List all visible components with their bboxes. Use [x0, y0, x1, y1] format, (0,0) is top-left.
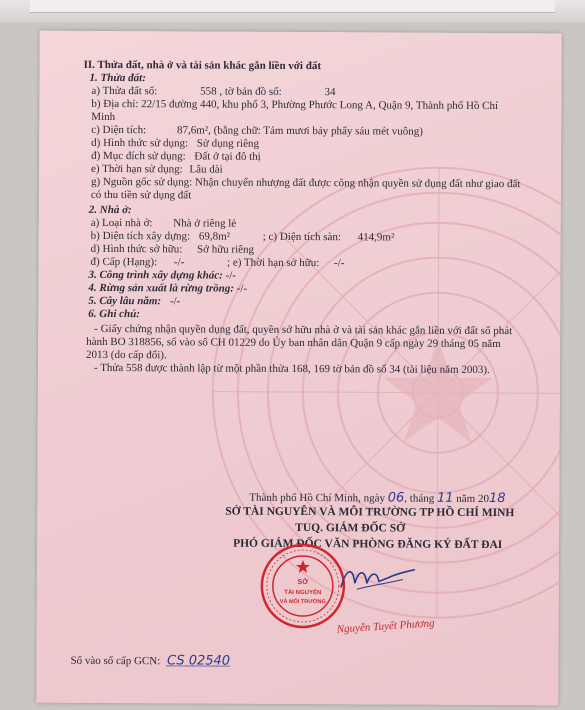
svg-text:VÀ MÔI TRƯỜNG: VÀ MÔI TRƯỜNG [279, 598, 326, 606]
place-date [249, 490, 505, 506]
official-stamp-icon [259, 542, 347, 630]
map-sheet-label: , tờ bản đồ số: [219, 85, 282, 98]
issuing-org: SỞ TÀI NGUYÊN VÀ MÔI TRƯỜNG TP HỒ CHÍ MINH [225, 505, 515, 520]
area-value: 87,6m², (bằng chữ: Tám mươi bảy phẩy sáu mét vuông) [176, 124, 424, 138]
signer-title: PHÓ GIÁM ĐỐC VĂN PHÒNG ĐĂNG KÝ ĐẤT ĐAI [233, 537, 503, 552]
previous-page-edge [0, 0, 585, 22]
sign-day: 06 [387, 490, 405, 506]
purpose-value: Đất ở tại đô thị [194, 150, 261, 163]
address-value: 22/15 đường 440, khu phố 3, Phường Phước Long A, Quận 9, Thành phố Hồ Chí Minh [91, 98, 499, 124]
own-term-label: ; e) Thời hạn sở hữu: [227, 256, 320, 270]
floor-area-label: ; c) Diện tích sàn: [262, 230, 341, 244]
svg-text:TÀI NGUYÊN: TÀI NGUYÊN [284, 589, 322, 597]
sign-month: 11 [436, 490, 454, 506]
signer-name: Nguyễn Tuyết Phương [336, 617, 435, 636]
signature-icon [337, 557, 417, 597]
year-label: năm 20 [456, 492, 490, 505]
owner-form-label: d) Hình thức sở hữu: [90, 242, 183, 256]
sign-year: 18 [488, 490, 506, 507]
build-area-value: 69,8m² [198, 230, 231, 243]
land-heading: 1. Thửa đất: [89, 71, 146, 85]
note-item: - Thửa 558 được thành lập từ một phần thửa 168, 169 tờ bản đồ số 34 (tài liệu năm 2003). [93, 361, 490, 376]
origin-row [83, 176, 523, 204]
notes-list [82, 323, 522, 377]
notes-heading: 6. Ghi chú: [88, 307, 140, 321]
gcn-value: CS 02540 [167, 653, 231, 669]
on-behalf-line: TUQ. GIÁM ĐỐC SỞ [295, 521, 406, 535]
forest-label: 4. Rừng sản xuất là rừng trồng: [88, 281, 234, 295]
address-label: b) Địa chỉ: [91, 97, 139, 111]
use-form-value: Sử dụng riêng [196, 137, 260, 150]
term-label: e) Thời hạn sử dụng: [91, 162, 183, 176]
note-item: - Giấy chứng nhận quyền dụng đất, quyền sở hữu nhà ở và tài sản khác gắn liền với đất số phát hành BO 318856, số vào sổ CH 01229 do Ủy ban nhân dân Quận 9 cấp ngày 29 tháng 05 năm 2013 (do cấp đổi). [86, 322, 513, 362]
forest-value: -/- [236, 282, 248, 295]
parcel-label: a) Thửa đất số: [91, 84, 158, 98]
origin-value: Nhận chuyển nhượng đất được công nhận quyền sử dụng đất như giao đất có thu tiền sử dụng đất [90, 176, 521, 202]
place-date-prefix: Thành phố Hồ Chí Minh, ngày [249, 491, 386, 505]
gcn-register-number [70, 653, 230, 669]
own-term-value: -/- [334, 257, 345, 270]
svg-text:SỞ: SỞ [297, 578, 309, 587]
other-works-label: 3. Công trình xây dựng khác: [88, 268, 223, 282]
other-works-value: -/- [225, 269, 236, 282]
origin-label: g) Nguồn gốc sử dụng: [90, 175, 193, 189]
gcn-label: Số vào sổ cấp GCN: [70, 654, 161, 668]
use-form-label: d) Hình thức sử dụng: [91, 136, 189, 150]
section-title: II. Thửa đất, nhà ở và tài sản khác gắn liền với đất [83, 58, 322, 73]
house-heading: 2. Nhà ở: [88, 203, 132, 217]
grade-value: -/- [173, 256, 185, 269]
floor-area-value: 414,9m² [357, 231, 395, 244]
perennial-label: 5. Cây lâu năm: [88, 294, 162, 308]
term-value: Lâu dài [189, 163, 223, 176]
perennial-value: -/- [169, 295, 181, 308]
build-area-label: b) Diện tích xây dựng: [90, 229, 191, 243]
owner-form-value: Sở hữu riêng [197, 243, 255, 256]
purpose-label: đ) Mục đích sử dụng: [91, 149, 186, 163]
grade-label: đ) Cấp (Hạng): [90, 255, 158, 269]
address-row [83, 98, 523, 126]
certificate-page [36, 31, 562, 706]
area-label: c) Diện tích: [91, 123, 147, 137]
house-type-value: Nhà ở riêng lẻ [173, 217, 237, 230]
parcel-number: 558 [200, 85, 217, 98]
house-type-label: a) Loại nhà ở: [90, 216, 153, 230]
map-sheet-number: 34 [324, 86, 336, 99]
month-label: , tháng [404, 492, 435, 505]
